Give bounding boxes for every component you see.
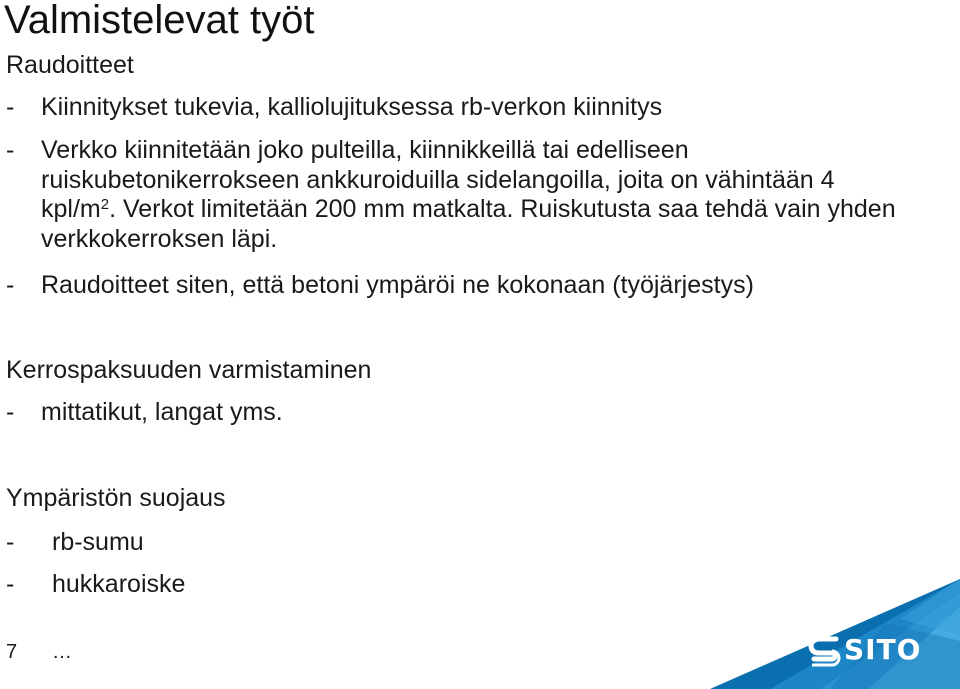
bullet-item — [6, 398, 283, 426]
bullet-item — [6, 93, 662, 121]
bullet-text: mittatikut, langat yms. — [41, 398, 283, 426]
bullet-dash: - — [6, 528, 15, 556]
footer-text: … — [52, 641, 72, 663]
page-number: 7 — [6, 641, 18, 663]
bullet-text: Raudoitteet siten, että betoni ympäröi ne kokonaan (työjärjestys) — [41, 271, 754, 299]
bullet-dash: - — [6, 570, 15, 598]
bullet-text — [41, 136, 906, 254]
slide-title: Valmistelevat työt — [4, 0, 315, 42]
bullet-text-part: . Verkot limitetään 200 mm matkalta. Ruiskutusta saa tehdä vain yhden verkkokerroksen läpi. — [41, 195, 896, 253]
bullet-item — [6, 528, 144, 556]
bullet-text: Kiinnitykset tukevia, kalliolujituksessa rb-verkon kiinnitys — [41, 93, 663, 121]
section-heading-raudoitteet: Raudoitteet — [6, 51, 134, 79]
bullet-item — [6, 136, 906, 254]
bullet-dash: - — [6, 136, 15, 164]
bullet-text: rb-sumu — [52, 528, 144, 556]
superscript: 2 — [100, 196, 110, 213]
bullet-text-part: Verkko kiinnitetään joko pulteilla, kiinnikkeillä tai edelliseen ruiskubetonikerrokseen ankkuroiduilla sidelangoilla, joita on vähintään 4 kpl/m — [41, 136, 835, 223]
logo-shape-icon — [710, 579, 960, 689]
bullet-text: hukkaroiske — [52, 570, 186, 598]
bullet-dash: - — [6, 271, 15, 299]
bullet-dash: - — [6, 93, 15, 121]
section-heading-kerrospaksuus: Kerrospaksuuden varmistaminen — [6, 356, 372, 384]
bullet-dash: - — [6, 398, 15, 426]
sito-s-icon — [808, 636, 842, 668]
bullet-item — [6, 271, 754, 299]
section-heading-ympariston-suojaus: Ympäristön suojaus — [6, 484, 226, 512]
logo-graphic — [710, 579, 960, 689]
bullet-item — [6, 570, 185, 598]
logo-text: SITO — [844, 633, 922, 666]
